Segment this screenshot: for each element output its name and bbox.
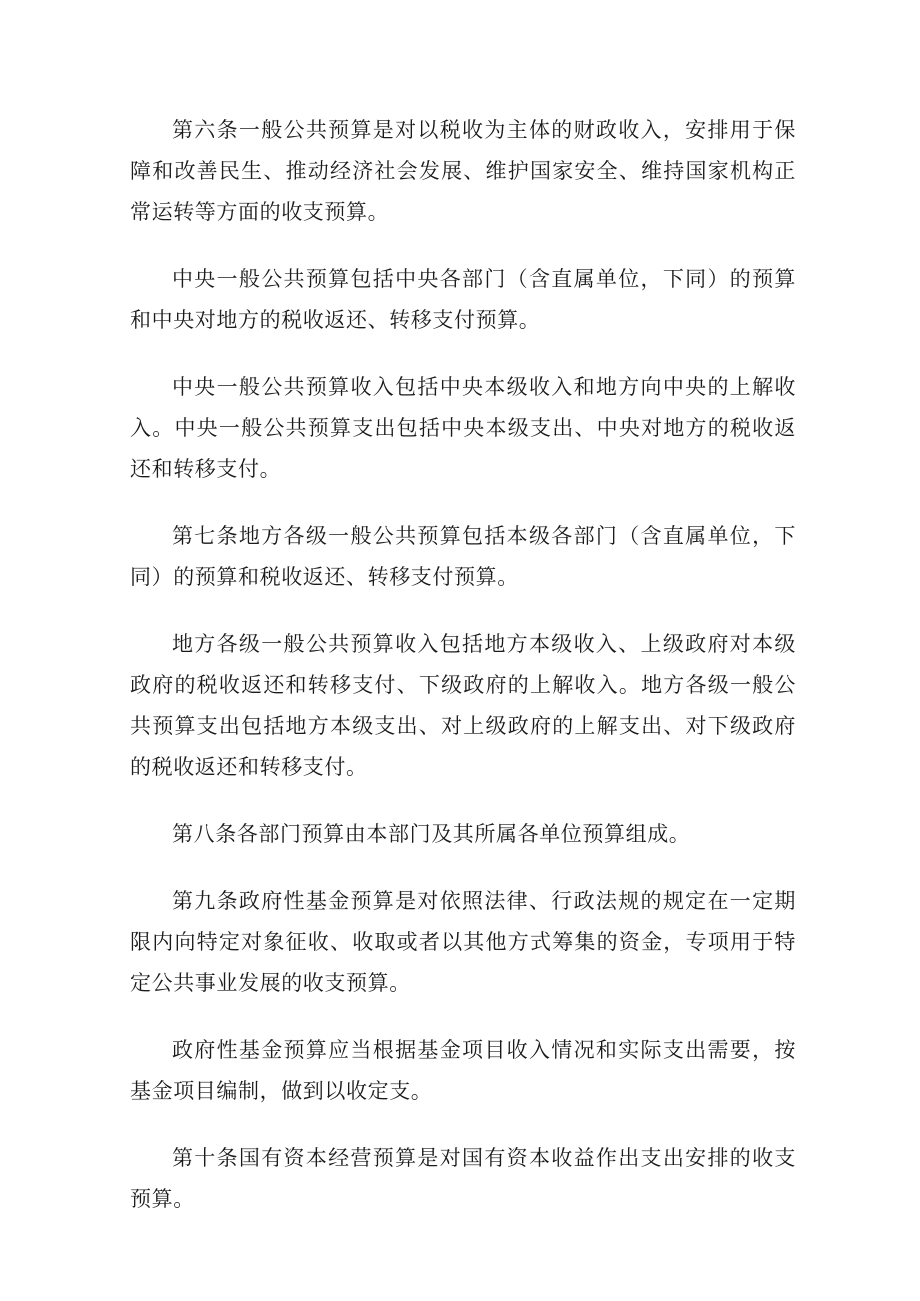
document-body: [130, 110, 796, 1246]
paragraph-article-10: 第十条国有资本经营预算是对国有资本收益作出支出安排的收支预算。: [130, 1146, 796, 1211]
paragraph-article-6: 第六条一般公共预算是对以税收为主体的财政收入，安排用于保障和改善民生、推动经济社会发展、维护国家安全、维持国家机构正常运转等方面的收支预算。: [130, 118, 796, 224]
paragraph-central-revenue: 中央一般公共预算收入包括中央本级收入和地方向中央的上解收入。中央一般公共预算支出包括中央本级支出、中央对地方的税收返还和转移支付。: [130, 375, 796, 481]
paragraph-article-9: 第九条政府性基金预算是对依照法律、行政法规的规定在一定期限内向特定对象征收、收取或者以其他方式筹集的资金，专项用于特定公共事业发展的收支预算。: [130, 889, 796, 995]
paragraph-article-8: 第八条各部门预算由本部门及其所属各单位预算组成。: [172, 822, 691, 846]
paragraph-local-revenue: 地方各级一般公共预算收入包括地方本级收入、上级政府对本级政府的税收返还和转移支付、下级政府的上解收入。地方各级一般公共预算支出包括地方本级支出、对上级政府的上解支出、对下级政府的税收返还和转移支付。: [130, 632, 796, 779]
paragraph-fund-budget: 政府性基金预算应当根据基金项目收入情况和实际支出需要，按基金项目编制，做到以收定支。: [130, 1038, 796, 1103]
paragraph-article-7: 第七条地方各级一般公共预算包括本级各部门（含直属单位，下同）的预算和税收返还、转移支付预算。: [130, 524, 796, 589]
paragraph-central-budget: 中央一般公共预算包括中央各部门（含直属单位，下同）的预算和中央对地方的税收返还、转移支付预算。: [130, 267, 796, 332]
